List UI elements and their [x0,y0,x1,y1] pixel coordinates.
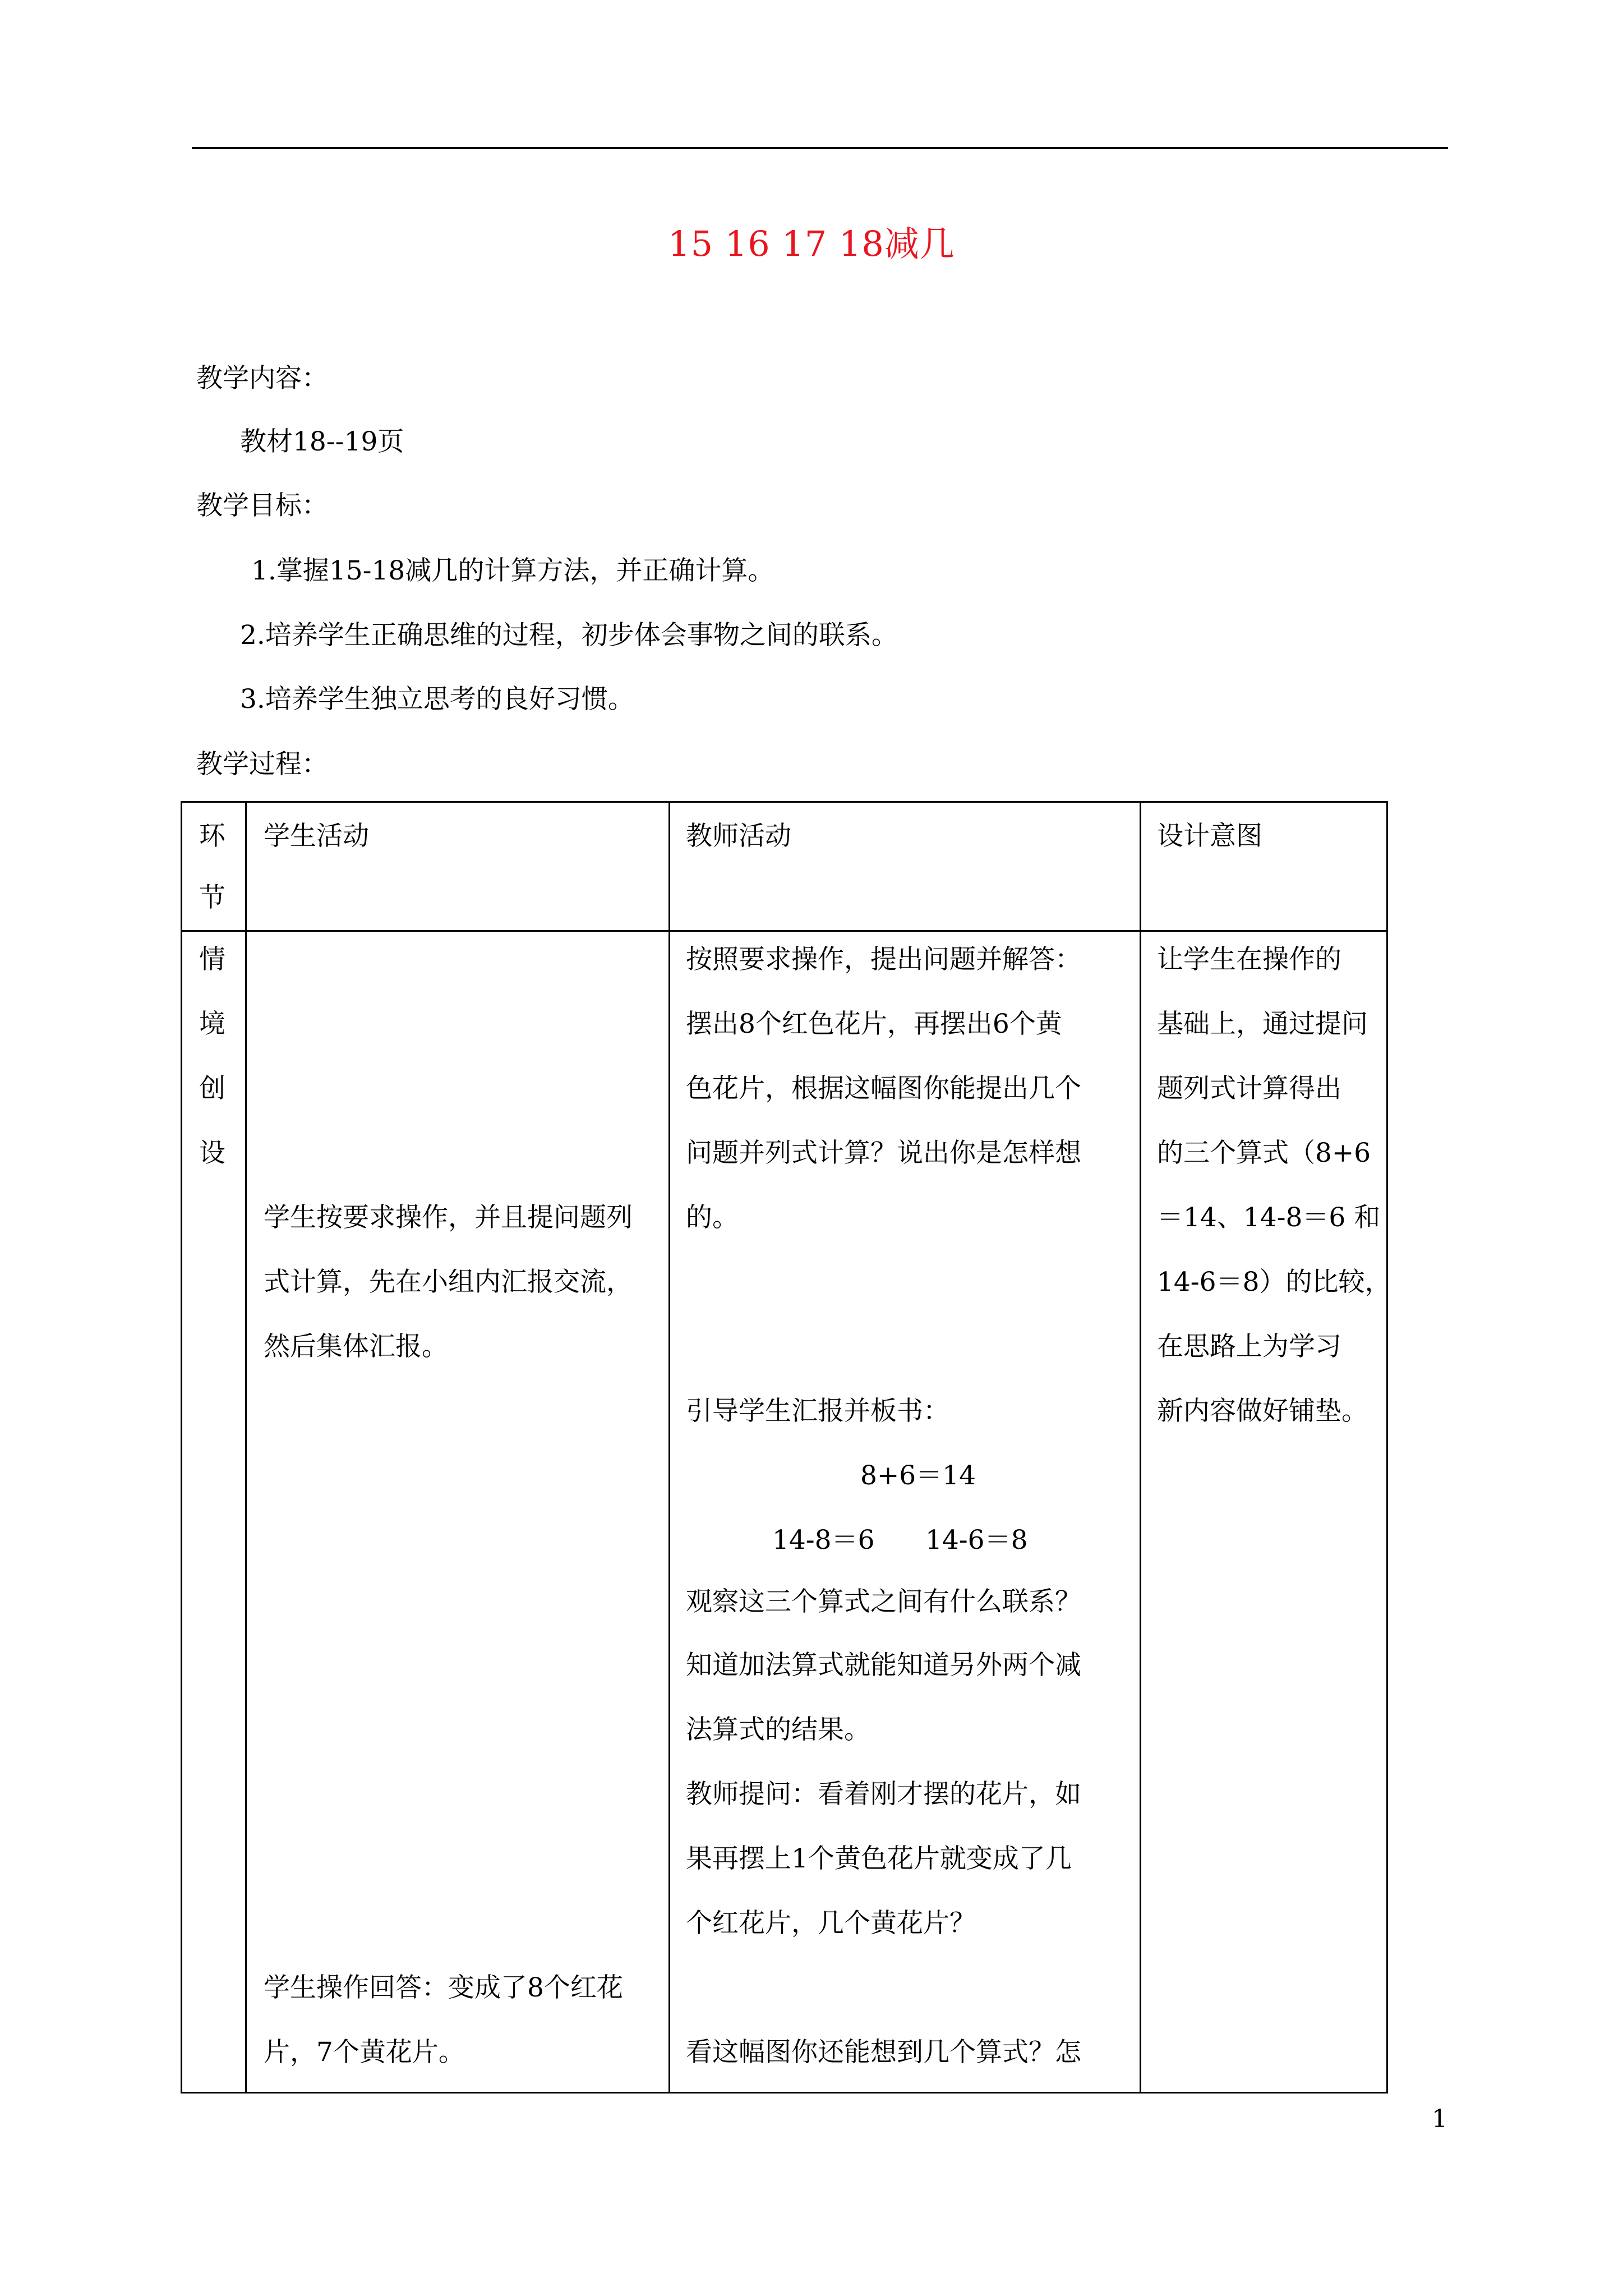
header-stage: 环 [199,821,225,852]
design-line: 基础上，通过提问 [1157,1009,1368,1039]
teacher-line: 摆出8个红色花片，再摆出6个黄 [686,1009,1062,1039]
goal-item: 2.培养学生正确思维的过程，初步体会事物之间的联系。 [240,620,898,651]
design-line: 在思路上为学习 [1157,1331,1341,1362]
goal-item: 3.培养学生独立思考的良好习惯。 [240,684,634,715]
teacher-line: 色花片，根据这幅图你能提出几个 [686,1073,1081,1104]
teacher-line: 按照要求操作，提出问题并解答： [686,944,1081,975]
header-student: 学生活动 [264,821,369,852]
goal-item: 1.掌握15-18减几的计算方法，并正确计算。 [251,555,774,586]
design-line: 题列式计算得出 [1157,1073,1341,1104]
table-row [182,931,1387,2093]
student-line: 片，7个黄花片。 [264,2037,465,2068]
page-number: 1 [1432,2105,1447,2133]
design-line: 让学生在操作的 [1157,944,1341,975]
teacher-line: 的。 [686,1202,739,1233]
goals-label: 教学目标： [196,490,328,521]
stage-char: 设 [199,1138,225,1168]
student-activity-cell [247,932,668,2092]
equation: 14-6＝8 [925,1525,1028,1556]
teacher-line: 观察这三个算式之间有什么联系？ [686,1586,1081,1617]
stage-char: 境 [199,1009,225,1039]
content-label: 教学内容： [196,363,328,394]
stage-char: 情 [199,944,225,975]
teacher-line: 法算式的结果。 [686,1714,870,1745]
design-intent-cell [1141,932,1391,2092]
content-text: 教材18--19页 [240,426,404,457]
document-title: 15 16 17 18减几 [668,223,955,264]
design-line: 新内容做好铺垫。 [1157,1396,1368,1427]
student-line: 然后集体汇报。 [264,1331,448,1362]
student-line: 式计算，先在小组内汇报交流， [264,1267,633,1297]
design-line: 14-6＝8）的比较， [1157,1267,1391,1297]
header-rule [192,147,1448,149]
teacher-line: 知道加法算式就能知道另外两个减 [686,1650,1081,1681]
stage-cell [182,932,245,2092]
teacher-line: 果再摆上1个黄色花片就变成了几 [686,1843,1072,1874]
header-design: 设计意图 [1157,821,1262,852]
equation: 14-8＝6 [772,1525,875,1556]
header-stage: 节 [199,882,225,913]
teacher-line: 问题并列式计算？说出你是怎样想 [686,1138,1081,1168]
header-teacher: 教师活动 [686,821,791,852]
teacher-line: 看这幅图你还能想到几个算式？怎 [686,2037,1081,2068]
equation: 8+6＝14 [860,1460,976,1491]
teacher-activity-cell [670,932,1140,2092]
teacher-line: 引导学生汇报并板书： [686,1396,949,1427]
table-header-row [182,802,1387,931]
design-line: 的三个算式（8+6 [1157,1138,1371,1168]
student-line: 学生操作回答：变成了8个红花 [264,1972,623,2003]
process-table [181,801,1391,2093]
stage-char: 创 [199,1073,225,1104]
process-label: 教学过程： [196,749,328,780]
teacher-line: 个红花片，几个黄花片？ [686,1908,976,1939]
student-line: 学生按要求操作，并且提问题列 [264,1202,633,1233]
design-line: ＝14、14-8＝6 和 [1157,1202,1381,1233]
teacher-line: 教师提问：看着刚才摆的花片，如 [686,1779,1081,1810]
